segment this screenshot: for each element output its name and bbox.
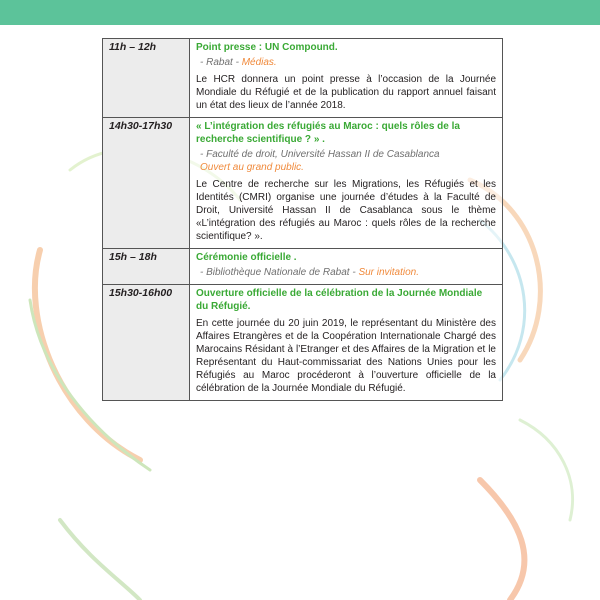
- event-location-text: - Rabat -: [200, 57, 242, 68]
- event-time: 15h30-16h00: [103, 285, 190, 401]
- event-title: Point presse : UN Compound.: [196, 42, 338, 53]
- table-row: [103, 285, 503, 401]
- event-location-note: Médias.: [241, 57, 277, 68]
- event-description: Le HCR donnera un point presse à l’occasion de la Journée Mondiale du Réfugié et de la publication du rapport annuel faisant un état des lieux de l’année 2018.: [196, 74, 496, 111]
- table-row: [103, 118, 503, 249]
- event-location: [196, 56, 496, 69]
- event-content: [190, 249, 503, 285]
- event-description: Le Centre de recherche sur les Migrations, les Réfugiés et les Identités (CMRI) organise une journée d’études à la Faculté de Droit, Université Hassan II de Casablanca sous le thème «L’intégration des réfugiés au Maroc : quels rôles de la recherche scientifique? ».: [196, 179, 496, 242]
- event-location-text: - Bibliothèque Nationale de Rabat -: [200, 267, 359, 278]
- event-content: [190, 39, 503, 118]
- table-row: [103, 249, 503, 285]
- event-title: Ouverture officielle de la célébration de la Journée Mondiale du Réfugié.: [196, 288, 483, 312]
- event-time: 15h – 18h: [103, 249, 190, 285]
- event-time: 11h – 12h: [103, 39, 190, 118]
- event-content: [190, 118, 503, 249]
- event-title: « L’intégration des réfugiés au Maroc : quels rôles de la recherche scientifique ? » .: [196, 121, 460, 145]
- event-time: 14h30-17h30: [103, 118, 190, 249]
- event-title: Cérémonie officielle .: [196, 252, 297, 263]
- events-schedule-table: [102, 38, 503, 401]
- event-description: En cette journée du 20 juin 2019, le représentant du Ministère des Affaires Etrangères et de la Coopération Internationale Chargé des Marocains Résidant à l’Etranger et des Affaires de la Migration et le Représentant du Haut-commissariat des Nations Unies pour les Réfugiés au Maroc procéderont à l’ouverture officielle de la célébration de la Journée Mondiale du Réfugié.: [196, 318, 496, 394]
- event-location: [196, 266, 496, 279]
- event-access-note: Ouvert au grand public.: [200, 162, 304, 173]
- event-location: - Faculté de droit, Université Hassan II de Casablanca: [200, 149, 440, 160]
- table-row: [103, 39, 503, 118]
- event-location-note: Sur invitation.: [358, 267, 420, 278]
- event-content: [190, 285, 503, 401]
